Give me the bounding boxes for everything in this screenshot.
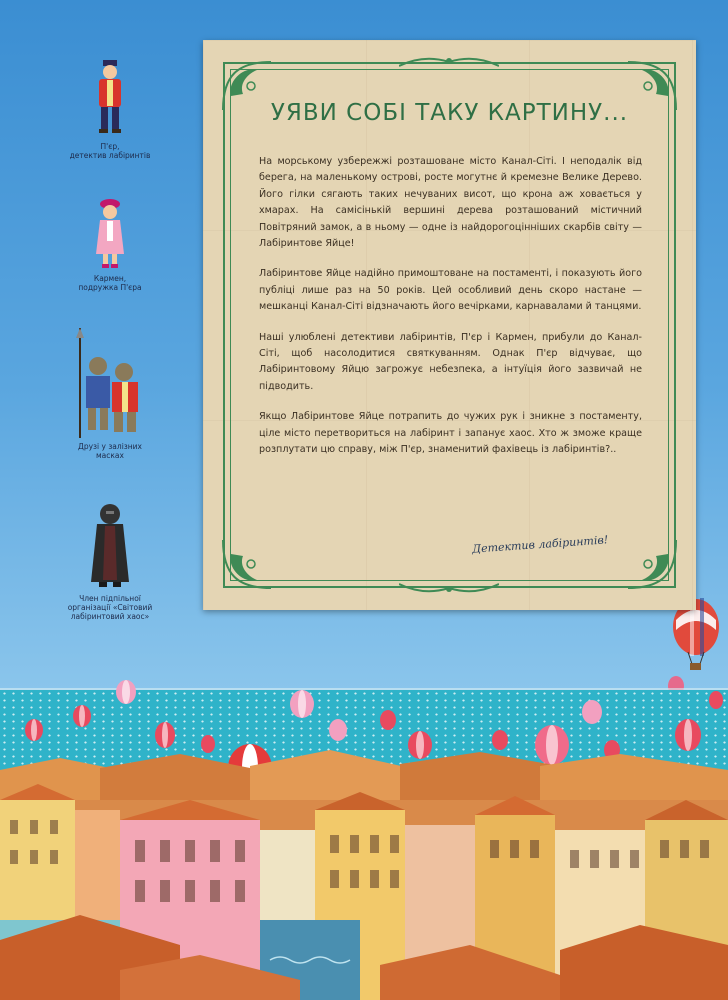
iron-mask-friends-caption: Друзі у залізних масках bbox=[77, 442, 142, 460]
balloon bbox=[582, 700, 602, 724]
balloon bbox=[116, 680, 136, 704]
letter-body bbox=[259, 154, 642, 473]
character-iron-mask-friends bbox=[60, 328, 160, 460]
chaos-member-figure-icon bbox=[85, 500, 135, 590]
city-illustration bbox=[0, 740, 728, 1000]
character-chaos-member bbox=[60, 500, 160, 621]
balloon bbox=[73, 705, 91, 727]
character-pierre bbox=[60, 58, 160, 160]
balloon bbox=[380, 710, 396, 730]
ornament-bottom-right-icon bbox=[622, 534, 682, 594]
balloon bbox=[329, 719, 347, 741]
carmen-caption: Кармен, подружка П'єра bbox=[78, 274, 142, 292]
ornament-top-center-icon bbox=[399, 52, 499, 72]
letter-paragraph: На морському узбережжі розташоване місто Канал-Сіті. І неподалік від берега, на маленькому острові, росте могутнє й кремезне Велике Дерево. Його гілки сягають таких нечуваних висот, що крона аж ховається у хмарах. На самісінькій вершині дерева розташований містичний Повітряний замок, а в ньому — одне із найдорогоцінніших скарбів світу — Лабіринтове Яйце! bbox=[259, 156, 642, 250]
letter-paragraph: Наші улюблені детективи лабіринтів, П'єр і Кармен, прибули до Канал-Сіті, щоб насолодитися святкуванням. Однак П'єр відчуває, що Лабіринтовому Яйцю загрожує небезпека, а інтуїція його зазвичай не підводить. bbox=[259, 331, 642, 392]
pierre-figure-icon bbox=[90, 58, 130, 138]
ornament-bottom-center-icon bbox=[399, 578, 499, 598]
pierre-caption: П'єр, детектив лабіринтів bbox=[69, 142, 151, 160]
letter-paper bbox=[203, 40, 696, 610]
letter-paragraph: Лабіринтове Яйце надійно примоштоване на постаменті, і показують його публіці лише раз на 50 років. Цей особливий день скоро настане — мешканці Канал-Сіті відзначають його вечірками, карнавалами й танцями. bbox=[259, 268, 642, 313]
letter-paragraph: Якщо Лабіринтове Яйце потрапить до чужих рук і зникне з постаменту, ціле місто перетвориться на лабіринт і запанує хаос. Хто ж зможе краще розплутати цю справу, між П'єр, знаменитий фахівець із лабіринтів?.. bbox=[259, 411, 642, 456]
balloon bbox=[25, 719, 43, 741]
balloon bbox=[709, 691, 723, 709]
balloon bbox=[290, 690, 314, 718]
iron-mask-friends-figure-icon bbox=[70, 328, 150, 438]
chaos-member-caption: Член підпільної організації «Світовий лабіринтовий хаос» bbox=[67, 594, 153, 621]
carmen-figure-icon bbox=[90, 198, 130, 270]
letter-title: УЯВИ СОБІ ТАКУ КАРТИНУ... bbox=[270, 100, 629, 126]
ornament-bottom-left-icon bbox=[217, 534, 277, 594]
letter-signature: Детектив лабіринтів! bbox=[471, 533, 609, 556]
character-carmen bbox=[60, 198, 160, 292]
